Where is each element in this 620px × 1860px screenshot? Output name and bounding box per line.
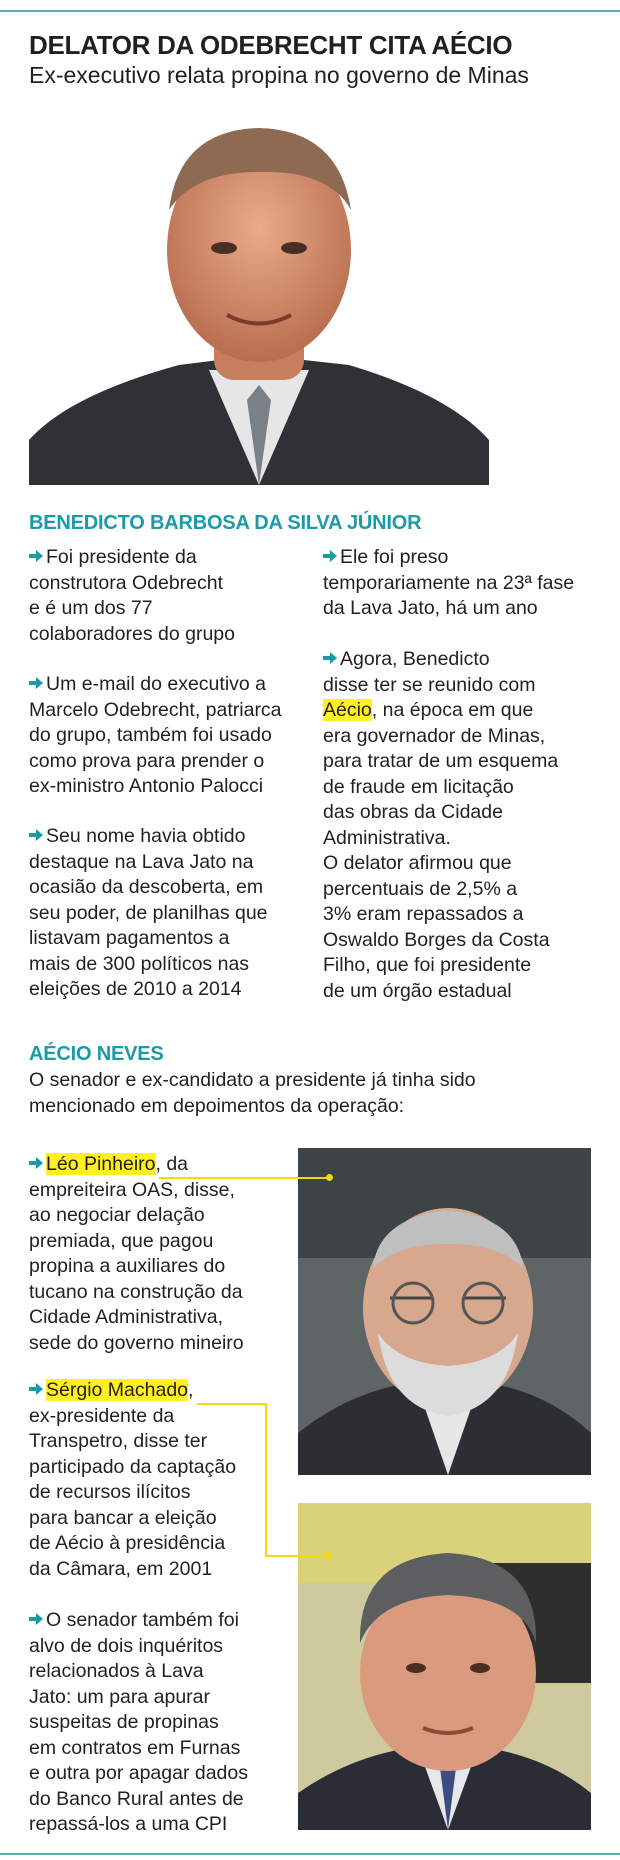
aecio-intro: O senador e ex-candidato a presidente já tinha sido mencionado em depoimentos da operação: xyxy=(29,1069,476,1117)
leo-pinheiro-callout-line xyxy=(159,1177,329,1179)
benedicto-item-4: Ele foi preso temporariamente na 23ª fase da Lava Jato, há um ano xyxy=(323,546,575,619)
benedicto-item-1: Foi presidente da construtora Odebrecht e é um dos 77 colaboradores do grupo xyxy=(29,546,235,645)
highlighted-name: Léo Pinheiro xyxy=(46,1153,156,1175)
sergio-machado-photo xyxy=(298,1503,591,1830)
arrow-right-icon xyxy=(29,549,43,563)
aecio-name: AÉCIO NEVES xyxy=(29,1043,164,1065)
aecio-item-1: Léo Pinheiro, da empreiteira OAS, disse, ao negociar delação premiada, que pagou propina a auxiliares do tucano na construção da Cidade Administrativa, sede do governo mineiro xyxy=(29,1153,244,1354)
top-rule xyxy=(0,10,620,12)
arrow-right-icon xyxy=(29,1382,43,1396)
sergio-machado-callout-dot xyxy=(325,1552,332,1559)
highlighted-name: Aécio xyxy=(323,699,372,721)
highlighted-name: Sérgio Machado xyxy=(46,1379,189,1401)
bottom-rule xyxy=(0,1853,620,1855)
benedicto-item-2: Um e-mail do executivo a Marcelo Odebrecht, patriarca do grupo, também foi usado como prova para prender o ex-ministro Antonio Palocci xyxy=(29,673,282,797)
benedicto-name: BENEDICTO BARBOSA DA SILVA JÚNIOR xyxy=(29,512,422,534)
benedicto-item-3: Seu nome havia obtido destaque na Lava Jato na ocasião da descoberta, em seu poder, de planilhas que listavam pagamentos a mais de 300 políticos nas eleições de 2010 a 2014 xyxy=(29,825,268,1000)
arrow-right-icon xyxy=(29,1156,43,1170)
arrow-right-icon xyxy=(323,549,337,563)
benedicto-photo xyxy=(29,110,489,485)
arrow-right-icon xyxy=(29,676,43,690)
aecio-item-2: Sérgio Machado, ex-presidente da Transpetro, disse ter participado da captação de recursos ilícitos para bancar a eleição de Aécio à presidência da Câmara, em 2001 xyxy=(29,1379,237,1580)
aecio-item-3: O senador também foi alvo de dois inquéritos relacionados à Lava Jato: um para apurar suspeitas de propinas em contratos em Furnas e outra por apagar dados do Banco Rural antes de repassá-los a uma CPI xyxy=(29,1609,248,1835)
leo-pinheiro-photo xyxy=(298,1148,591,1475)
sergio-machado-callout-line-b xyxy=(265,1555,328,1557)
benedicto-item-5: Agora, Benedicto disse ter se reunido com Aécio, na época em que era governador de Minas, para tratar de um esquema de fraude em licitação das obras da Cidade Administrativa. O delator afirmou que percentuais de 2,5% a 3% eram repassados a Oswaldo Borges da Costa Filho, que foi presidente de um órgão estadual xyxy=(323,648,559,1002)
arrow-right-icon xyxy=(29,828,43,842)
headline: DELATOR DA ODEBRECHT CITA AÉCIO xyxy=(29,30,513,60)
subheadline: Ex-executivo relata propina no governo de Minas xyxy=(29,62,529,88)
arrow-right-icon xyxy=(29,1612,43,1626)
leo-pinheiro-callout-dot xyxy=(326,1174,333,1181)
sergio-machado-callout-line-a xyxy=(197,1403,267,1557)
arrow-right-icon xyxy=(323,651,337,665)
